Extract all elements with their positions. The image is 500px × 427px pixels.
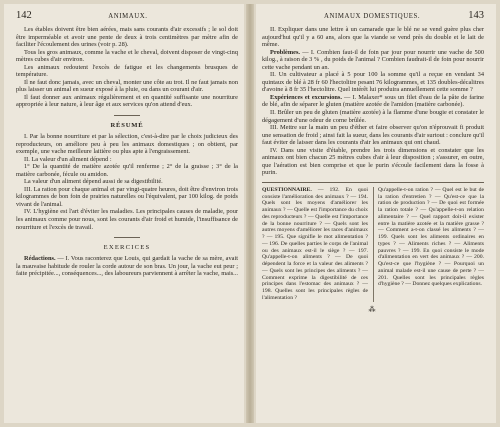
running-head: ANIMAUX. xyxy=(108,13,148,20)
summary-item: I. Par la bonne nourriture et par la sélection, c'est-à-dire par le choix judicieux des reproducteurs, on améliore peu à peu les animaux domestiques ; on obtient, par exemple, une vache meilleure laitière ou plus apte à l'engraissement. xyxy=(16,133,238,156)
paragraph: II. Brûler un peu de gluten (matière azotée) à la flamme d'une bougie et constater le dégagement d'une odeur de corne brûlée. xyxy=(262,109,484,124)
paragraph: Tous les gros animaux, comme la vache et le cheval, doivent disposer de vingt-cinq mètres cubes d'air environ. xyxy=(16,48,238,64)
exercises-heading: EXERCICES xyxy=(103,244,151,252)
page-number: 142 xyxy=(16,10,32,21)
summary-heading: RÉSUMÉ xyxy=(110,122,144,130)
paragraph: II. Un cultivateur a placé à 5 pour 100 la somme qu'il a reçue en vendant 34 quintaux de blé à 28 fr 60 l'hectolitre pesant 76 kilogrammes, et 135 doubles-décalitres d'avoine à 8 fr 35 l'hectolitre. Quel intérêt lui produira annuellement cette somme ? xyxy=(262,71,484,94)
book-gutter xyxy=(246,4,254,423)
closing-ornament: ⁂ xyxy=(368,305,378,314)
summary-item: III. La ration pour chaque animal et par vingt-quatre heures, doit être d'environ trois kilogrammes de bon foin de prairies naturelles ou l'équivalent, par 100 kilog. de poids vivant de l'animal. xyxy=(16,185,238,208)
paragraph: Les étables doivent être bien aérées, mais sans courants d'air excessifs ; le sol doit être imperméable et avoir une pente de deux à trois centimètres par mètre afin de faciliter l'écoulement des urines (voir p. 28). xyxy=(16,26,238,49)
redaction-paragraph xyxy=(16,255,238,278)
left-page xyxy=(4,4,244,423)
questionnaire-col2-text: Qu'appelle-t-on ration ? — Quel est le but de la ration d'entretien ? — Qu'est-ce que la ration de production ? — De quoi est formée la ration totale ? — Qu'appelle-t-on relation alimentaire ? — Quel rapport doit-il exister entre la matière azotée et la matière grasse ? — Comment a-t-on classé les aliments ? — 199. Quels sont les aliments ordinaires en types ? — Aliments riches ? — Aliments pauvres ? — 199. En quoi consiste le mode d'alimentation en vert des animaux ? — 200. Qu'est-ce que l'hygiène ? — Pourquoi un animal malade est-il une cause de perte ? — 201. Quelles sont les principales règles d'hygiène ? — Donnez quelques explications. xyxy=(378,186,484,288)
questionnaire-col1-text: — 192. En quoi consiste l'amélioration des animaux ? — 194. Quels sont les moyens d'améliorer les animaux ? — Quelle est l'importance du choix des reproducteurs ? — Quelle est l'importance de la bonne nourriture ? — Quels sont les autres moyens d'améliorer les races d'animaux ? — 195. Que signifie le mot alimentation ? — 196. De quelles parties le corps de l'animal ou des animaux est-il le siège ? — 197. Qu'appelle-t-on aliments ? — De quoi dépendent la force et la valeur des aliments ? — Quels sont les principes des aliments ? — Comment exprime la digestibilité de ces principes dans l'estomac des animaux ? — 198. Quelles sont les principales règles de l'alimentation ? xyxy=(262,186,368,301)
summary-item: II. La valeur d'un aliment dépend : xyxy=(24,155,112,163)
summary-item: 1° De la quantité de matière azotée qu'il renferme ; 2° de la graisse ; 3° de la matière carbonée, fécule ou amidon. xyxy=(16,163,238,178)
questionnaire-text xyxy=(262,187,368,302)
paragraph: Les animaux redoutent l'excès de fatigue et les changements brusques de température. xyxy=(16,63,238,79)
problems-label: Problèmes. xyxy=(270,48,301,56)
paragraph: Il ne faut donc jamais, avec un cheval, monter une côte au trot. Il ne faut jamais non plus laisser un animal en sueur exposé à la pluie, ou dans un courant d'air. xyxy=(16,78,238,94)
problems-paragraph xyxy=(262,49,484,72)
paragraph: II. Expliquer dans une lettre à un camarade que le blé ne se vend guère plus cher aujourd'hui qu'il y a 60 ans, alors que la viande se vend près du double et le lait de même. xyxy=(262,26,484,49)
page-number: 143 xyxy=(468,10,484,21)
questionnaire-column xyxy=(373,187,484,302)
questionnaire-column xyxy=(262,187,368,302)
left-page-header xyxy=(16,10,238,21)
questionnaire xyxy=(262,187,484,302)
problems-text: — I. Combien faut-il de foin par jour pour nourrir une vache de 500 kilog., à raison de 3 % , du poids de l'animal ? Combien faudrait-il de foin pour nourrir cette vache pendant un an. xyxy=(262,48,484,71)
running-head: ANIMAUX DOMESTIQUES. xyxy=(324,13,421,20)
experiences-paragraph xyxy=(262,94,484,109)
section-divider xyxy=(262,182,484,183)
redaction-label: Rédactions. xyxy=(24,255,56,263)
right-page xyxy=(256,4,496,423)
summary-item: La valeur d'un aliment dépend aussi de sa digestibilité. xyxy=(24,178,163,186)
paragraph: Il faut donner aux animaux régulièrement et en quantité suffisante une nourriture appropriée à leur nature, à leur âge et aux services qu'on attend d'eux. xyxy=(16,93,238,109)
section-divider xyxy=(16,235,238,239)
experiences-label: Expériences et excursions. xyxy=(270,93,342,101)
experiences-text: — I. Malaxer* sous un filet d'eau de la pâte de farine de blé, afin de séparer le gluten (matière azotée de l'amidon (matière carbonée). xyxy=(262,93,484,109)
summary-item: IV. L'hygiène est l'art d'éviter les maladies. Les principales causes de maladie, pour les animaux comme pour nous, sont les courants d'air froid et humide, l'insuffisance de nourriture et l'excès de travail. xyxy=(16,208,238,231)
paragraph: III. Mettre sur la main un peu d'éther et faire observer qu'on n'éprouvait fi produit une sensation de froid ; ainsi fait la sueur, dans les courants d'air surtout : conclure qu'il faut éviter de laisser dans les courants d'air les animaux qui ont chaud. xyxy=(262,124,484,147)
paragraph: IV. Dans une visite d'étable, prendre les trois dimensions et constater que les animaux ont bien chacun 25 mètres cubes d'air à leur disposition ; s'assurer, en outre, que l'aération est bien comprise et que le purin s'écoule facilement dans la fosse à purin. xyxy=(262,146,484,177)
section-divider xyxy=(16,113,238,117)
redaction-text: — I. Vous raconterez que Louis, qui gardait la vache de sa mère, avait la mauvaise habitude de rouler la corde autour de son bras. Un jour, la vache eut peur ; faite précipitée..., conséquences..., des laboureurs parviennent à arrêter la vache, mais... xyxy=(16,255,238,278)
questionnaire-label: QUESTIONNAIRE. xyxy=(262,186,312,193)
right-page-header xyxy=(262,10,484,21)
